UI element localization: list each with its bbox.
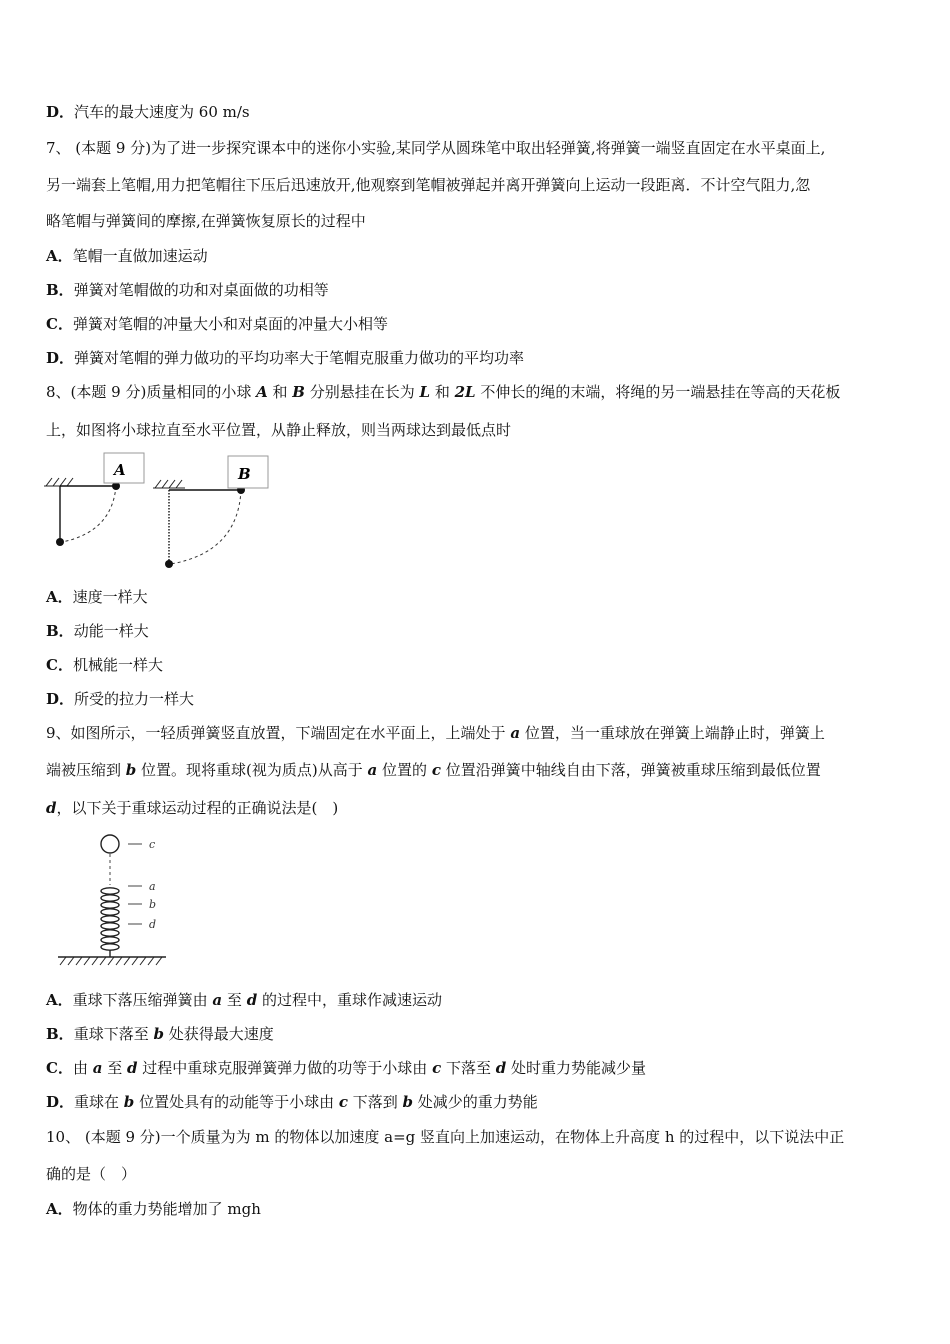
q9-stem-line2	[46, 760, 821, 780]
var-b: b	[125, 761, 137, 779]
var-d: d	[46, 799, 57, 817]
q9-option-c	[46, 1058, 646, 1078]
option-text: 弹簧对笔帽做的功和对桌面做的功相等	[73, 281, 329, 299]
q9-option-a	[46, 990, 442, 1010]
q9-stem-line3	[46, 798, 338, 818]
text-run: 处时重力势能减少量	[506, 1059, 647, 1077]
q10-option-a	[46, 1199, 261, 1219]
var-b: b	[153, 1025, 164, 1043]
var-d: d	[127, 1059, 138, 1077]
var-d: d	[495, 1059, 507, 1077]
text-run: 和	[430, 383, 455, 401]
q7-option-d	[46, 348, 524, 368]
label-c: c	[149, 838, 156, 851]
var-A: A	[256, 383, 268, 401]
option-label: B．	[46, 622, 74, 640]
option-label: C．	[46, 1059, 73, 1077]
option-label: C．	[46, 656, 73, 674]
var-a: a	[212, 991, 223, 1009]
option-label: A．	[46, 991, 73, 1009]
text-run: 位置。现将重球(视为质点)从高于	[136, 761, 368, 779]
option-label: D．	[46, 349, 75, 367]
var-c: c	[338, 1093, 348, 1111]
var-2L: 2L	[454, 383, 476, 401]
option-text: 弹簧对笔帽的弹力做功的平均功率大于笔帽克服重力做功的平均功率	[74, 349, 525, 367]
text-run: 端被压缩到	[46, 761, 126, 779]
q8-option-a	[46, 587, 148, 607]
label-d: d	[149, 918, 157, 931]
text-run: 位置沿弹簧中轴线自由下落，弹簧被重球压缩到最低位置	[440, 761, 821, 779]
ceiling-hatch-left	[44, 478, 74, 486]
var-c: c	[431, 761, 441, 779]
option-text: 笔帽一直做加速运动	[72, 247, 208, 265]
text-run: 重球在	[74, 1093, 124, 1111]
option-text: 弹簧对笔帽的冲量大小和对桌面的冲量大小相等	[72, 315, 388, 333]
swing-path-B	[171, 490, 241, 564]
spring-coil	[101, 888, 119, 950]
option-label: A．	[46, 588, 73, 606]
q9-option-b	[46, 1024, 274, 1044]
q8-option-b	[46, 621, 149, 641]
option-label: B．	[46, 281, 74, 299]
label-A: A	[114, 461, 126, 479]
var-a: a	[367, 761, 378, 779]
var-b: b	[123, 1093, 135, 1111]
text-run: 位置，当一重球放在弹簧上端静止时，弹簧上	[520, 724, 825, 742]
var-L: L	[419, 383, 431, 401]
q10-stem-line1: 10、 (本题 9 分)一个质量为为 m 的物体以加速度 a=g 竖直向上加速运动，在物体上升高度 h 的过程中，以下说法中正	[46, 1128, 845, 1146]
ground-hatch	[58, 957, 166, 965]
option-label: D．	[46, 1093, 75, 1111]
q8-stem-line2: 上，如图将小球拉直至水平位置，从静止释放，则当两球达到最低点时	[46, 421, 512, 439]
q9-stem-line1	[46, 723, 825, 743]
text-run: 由	[72, 1059, 93, 1077]
q7-option-c	[46, 314, 388, 334]
q8-option-d	[46, 689, 194, 709]
label-a: a	[149, 880, 156, 893]
option-label: D．	[46, 690, 75, 708]
label-b: b	[149, 898, 157, 911]
ball-B-bottom	[165, 560, 173, 568]
option-label: C．	[46, 315, 73, 333]
var-a: a	[92, 1059, 103, 1077]
text-run: 和	[267, 383, 293, 401]
text-run: 至	[102, 1059, 128, 1077]
swing-path-A	[62, 486, 116, 542]
text-run: 重球下落压缩弹簧由	[72, 991, 213, 1009]
q9-option-d	[46, 1092, 538, 1112]
option-text: 汽车的最大速度为 60 m/s	[74, 103, 250, 121]
q10-stem-line2: 确的是（ ）	[46, 1165, 137, 1183]
option-text: 机械能一样大	[72, 656, 163, 674]
label-B: B	[238, 465, 251, 483]
text-run: 的过程中，重球作减速运动	[257, 991, 442, 1009]
option-text: 动能一样大	[73, 622, 149, 640]
q7-stem-line2: 另一端套上笔帽,用力把笔帽往下压后迅速放开,他观察到笔帽被弹起并离开弹簧向上运动一段距离．不计空气阻力,忽	[46, 176, 811, 194]
q7-option-a	[46, 246, 208, 266]
var-a: a	[510, 724, 521, 742]
q7-option-b	[46, 280, 329, 300]
text-run: 至	[222, 991, 247, 1009]
text-run: 不伸长的绳的末端，将绳的另一端悬挂在等高的天花板	[475, 383, 841, 401]
option-text: 物体的重力势能增加了 mgh	[72, 1200, 261, 1218]
q9-spring-figure	[54, 828, 174, 973]
text-run: 下落至	[441, 1059, 496, 1077]
text-run: 过程中重球克服弹簧弹力做的功等于小球由	[137, 1059, 433, 1077]
text-run: 位置处具有的动能等于小球由	[134, 1093, 339, 1111]
q7-stem-line3: 略笔帽与弹簧间的摩擦,在弹簧恢复原长的过程中	[46, 212, 366, 230]
text-run: 位置的	[377, 761, 432, 779]
heavy-ball	[101, 835, 119, 853]
q6-option-d	[46, 102, 250, 122]
option-text: 速度一样大	[72, 588, 148, 606]
text-run: ，以下关于重球运动过程的正确说法是( )	[56, 799, 339, 817]
option-text: 所受的拉力一样大	[74, 690, 195, 708]
text-run: 下落到	[347, 1093, 403, 1111]
text-run: 8、(本题 9 分)质量相同的小球	[46, 383, 257, 401]
q7-stem-line1: 7、 (本题 9 分)为了进一步探究课本中的迷你小实验,某同学从圆珠笔中取出轻弹簧,将弹簧一端竖直固定在水平桌面上,	[46, 139, 826, 157]
var-B: B	[292, 383, 305, 401]
var-b: b	[402, 1093, 414, 1111]
var-d: d	[246, 991, 258, 1009]
var-c: c	[432, 1059, 442, 1077]
ceiling-hatch-right	[153, 480, 185, 488]
text-run: 分别悬挂在长为	[304, 383, 420, 401]
q8-stem-line1	[46, 382, 840, 402]
text-run: 处获得最大速度	[163, 1025, 274, 1043]
option-label: A．	[46, 1200, 73, 1218]
text-run: 处减少的重力势能	[413, 1093, 538, 1111]
option-label: D．	[46, 103, 75, 121]
option-label: B．	[46, 1025, 74, 1043]
text-run: 9、如图所示，一轻质弹簧竖直放置，下端固定在水平面上，上端处于	[46, 724, 511, 742]
option-label: A．	[46, 247, 73, 265]
ball-A-bottom	[56, 538, 64, 546]
text-run: 重球下落至	[73, 1025, 154, 1043]
q8-option-c	[46, 655, 163, 675]
q8-pendulum-figure	[40, 448, 280, 573]
